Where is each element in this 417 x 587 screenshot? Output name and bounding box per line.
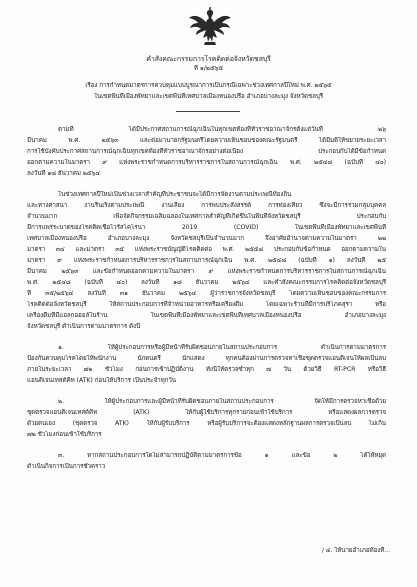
paragraph-2-line: มาตรา ๙ แห่งพระราชกำหนดการบริหารราชการในสถานการณ์ฉุกเฉิน พ.ศ. ๒๕๔๘ (ฉบับที่ ๑) ลงวันที่ ๒๕: [27, 257, 386, 264]
item-2-line: ชุดตรวจแอนติเจนเทสต์คิท (ATK) ให้กับผู้ใช้บริการทุกรายก่อนเข้าใช้บริการ หรือแสดงผลการตรวจ: [27, 409, 386, 416]
paragraph-1-line: มีนาคม พ.ศ. ๒๕๖๓ และต่อมานายกรัฐมนตรีโดยความเห็นชอบของคณะรัฐมนตรี ได้มีมติให้ขยายระยะเวลา: [27, 137, 386, 144]
paragraph-1-line: ตามที่ ได้มีประกาศสถานการณ์ฉุกเฉินในทุกเขตท้องที่ทั่วราชอาณาจักรตั้งแต่วันที่ ๒๖: [58, 126, 386, 133]
order-title: คำสั่งคณะกรรมการโรคติดต่อจังหวัดชลบุรี: [146, 55, 271, 63]
paragraph-2-line: จำนวนมาก เพื่อจัดกิจกรรมเฉลิมฉลองในเทศกาลสำคัญที่เกิดขึ้นในพื้นที่จังหวัดชลบุรี ประกอบกับ: [27, 213, 386, 220]
paragraph-1-line: การใช้บังคับประกาศสถานการณ์ฉุกเฉินทุกเขตท้องที่ทั่วราชอาณาจักรอย่างต่อเนื่อง ประกอบกับได้มีข้อกำหนด: [27, 148, 386, 155]
paragraph-2-line: มีการแพร่ระบาดของโรคติดเชื้อไวรัสโคโรนา 2019 (COVID) ในเขตพื้นที่เมืองพัทยาและเขตพื้นที่: [27, 224, 386, 231]
header-divider: [176, 111, 240, 112]
item-1-line: แอนติเจนเทสต์คิท (ATK) ก่อนให้บริการ เป็นประจำทุกวัน: [27, 377, 176, 384]
item-1-line: ๑. ให้ผู้ประกอบการหรือผู้มีหน้าที่รับผิดชอบภายในสถานประกอบการ ดำเนินการตามมาตรการ: [58, 344, 386, 351]
item-1-line: ภายในระยะเวลา ๗๒ ชั่วโมง ก่อนการเข้าปฏิบัติงาน ทั้งนี้ให้ตรวจซ้ำทุก ๗ วัน ด้วยวิธี RT-PCR หรือวิธี: [27, 366, 386, 373]
item-1-line: ป้องกันควบคุมโรคโดยให้พนักงาน นักดนตรี นักแสดง ทุกคนต้องผ่านการตรวจหาเชื้อชุดตรวจแอนติเจนให้ผลเป็นลบ: [27, 355, 386, 362]
paragraph-2-line: มาตรา ๓๔ และมาตรา ๓๕ แห่งพระราชบัญญัติโรคติดต่อ พ.ศ. ๒๕๕๘ ประกอบกับข้อกำหนด ออกตามความใน: [27, 246, 386, 253]
paragraph-2-line: จังหวัดชลบุรี ดำเนินการตามมาตรการ ดังนี้: [27, 323, 141, 330]
paragraph-2-line: มีนาคม ๒๕๖๓ และข้อกำหนดออกตามความในมาตรา ๙ แห่งพระราชกำหนดการบริหารราชการในสถานการณ์ฉุกเฉิน: [27, 268, 386, 275]
order-number: ที่ ๑/๒๕๖๕: [193, 65, 224, 72]
paragraph-2-line: ที่ ๓๕/๒๕๖๔ ลงวันที่ ๓๑ ธันวาคม ๒๕๖๔ ผู้ว่าราชการจังหวัดชลบุรี โดยความเห็นชอบของคณะกรรมการ: [27, 290, 386, 297]
paragraph-2-line: และทางศาสนา งานรื่นเริงตามประเพณี งานเลี้ยง การพบประสังสรรค์ การท่องเที่ยว ซึ่งจะมีการรวมกลุ่มบุคคล: [27, 202, 386, 209]
paragraph-2-line: เทศบาลเมืองหนองปรือ อำเภอบางละมุง จังหวัดชลบุรีเป็นจำนวนมาก จึงอาศัยอำนาจตามความในมาตรา ๒๒: [27, 235, 386, 242]
paragraph-1-line: ออกตามความในมาตรา ๙ แห่งพระราชกำหนดการบริหารราชการในสถานการณ์ฉุกเฉิน พ.ศ. ๒๕๔๘ (ฉบับที่ ๔๐): [27, 159, 386, 166]
item-2-line: ๗๒ ชั่วโมงก่อนเข้าใช้บริการ: [27, 431, 102, 438]
item-2-line: ด้วยตนเอง (ชุดตรวจ ATK) ให้กับผู้รับบริการ หรือผู้รับบริการจะต้องแสดงหลักฐานผลการตรวจเป็นลบ ไม่เกิน: [27, 420, 386, 427]
item-3-line: ดำเนินกิจการเป็นการชั่วคราว: [27, 463, 106, 470]
paragraph-2-line: เครื่องดื่มที่มีแอลกอฮอล์ในร้าน ในเขตพื้นที่เมืองพัทยาและเขตพื้นที่เทศบาลเมืองหนองปรือ อำเภอบางละมุง: [27, 312, 386, 319]
item-3-line: ๓. หากสถานประกอบการใดไม่สามารถปฏิบัติตามมาตรการข้อ ๑ และข้อ ๒ ได้ให้หยุด: [58, 452, 386, 459]
garuda-emblem-icon: [188, 6, 232, 50]
paragraph-2-line: ในช่วงเทศกาลปีใหม่เป็นช่วงเวลาสำคัญที่ประชาชนจะได้มีการจัดงานตามประเพณีท้องถิ่น: [58, 191, 292, 198]
subject-line-2: ในเขตพื้นที่เมืองพัทยาและเขตพื้นที่เทศบาลเมืองหนองปรือ อำเภอบางละมุง จังหวัดชลบุรี: [93, 93, 324, 100]
paragraph-2-line: พ.ศ. ๒๕๔๘ (ฉบับที่ ๔๐) ลงวันที่ ๑๘ ธันวาคม ๒๕๖๔ และคำสั่งคณะกรรมการโรคติดต่อจังหวัดชลบุรี: [27, 279, 386, 286]
paragraph-2-line: โรคติดต่อจังหวัดชลบุรี ให้สถานประกอบการที่จำหน่ายอาหารหรือเครื่องดื่ม โดยเฉพาะร้านที่มีการบริโภคสุรา หรือ: [27, 301, 386, 308]
subject-line-1: เรื่อง การกำหนดมาตรการควบคุมแบบบูรณาการเป็นกรณีเฉพาะช่วงเทศกาลปีใหม่ พ.ศ. ๒๕๖๕: [85, 82, 332, 89]
continuation-note: / ๔. ให้นายอำเภอท้องที่...: [321, 547, 390, 554]
paragraph-1-line: ลงวันที่ ๑๘ ธันวาคม ๒๕๖๔: [27, 170, 101, 177]
item-2-line: ๒. ให้ผู้ประกอบการและผู้มีหน้าที่รับผิดชอบภายในสถานประกอบการ จัดให้มีการตรวจหาเชื้อด้วย: [58, 398, 386, 405]
